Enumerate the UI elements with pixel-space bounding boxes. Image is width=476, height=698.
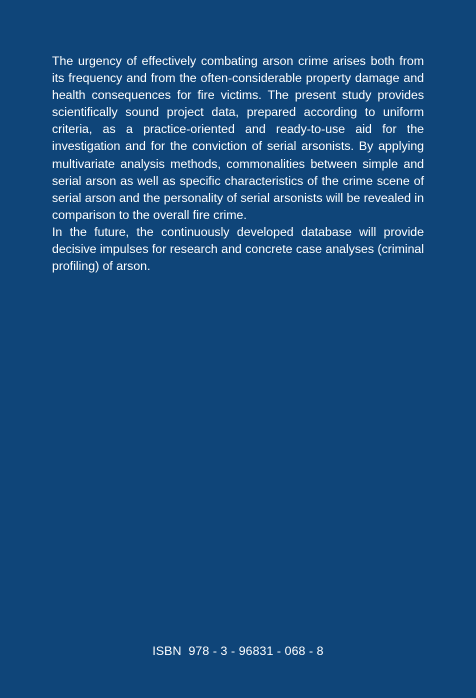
blurb-paragraph-1: The urgency of effectively combating arson crime arises both from its frequency and from the often-considerable property damage and health consequences for fire victims. The present study provides scientifically sound project data, prepared according to uniform criteria, as a practice-oriented and ready-to-use aid for the investigation and for the conviction of serial arsonists. By applying multivariate analysis methods, commonalities between simple and serial arson as well as specific characteristics of the crime scene of serial arson and the personality of serial arsonists will be revealed in comparison to the overall fire crime. (52, 54, 424, 222)
blurb-text (52, 53, 424, 275)
blurb-paragraph-2: In the future, the continuously developed database will provide decisive impulses for research and concrete case analyses (criminal profiling) of arson. (52, 224, 424, 274)
isbn-number: ISBN 978 - 3 - 96831 - 068 - 8 (152, 644, 324, 658)
